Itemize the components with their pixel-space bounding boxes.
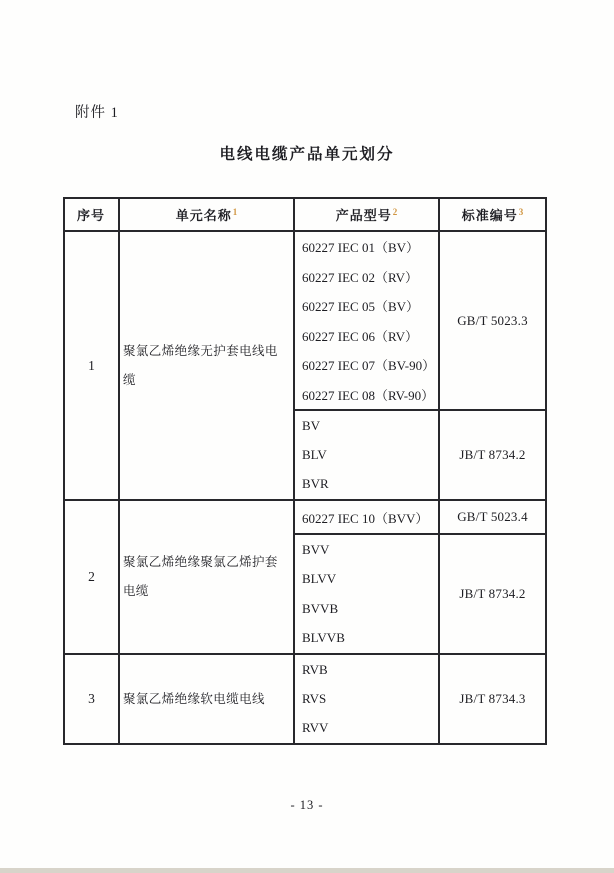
standard-number-cell: JB/T 8734.2 — [439, 534, 546, 654]
col-header-product-model-superscript: 2 — [392, 206, 398, 217]
product-model: BLVVB — [302, 630, 345, 646]
table-row — [64, 500, 546, 534]
product-models-cell — [294, 500, 439, 534]
standard-number-cell: GB/T 5023.4 — [439, 500, 546, 534]
product-model: RVB — [302, 661, 328, 677]
product-model: RVV — [302, 720, 329, 736]
product-model: BVR — [302, 476, 329, 492]
product-models-cell — [294, 534, 439, 654]
product-model-list — [295, 535, 438, 653]
table-row — [64, 654, 546, 744]
standard-number-cell: JB/T 8734.3 — [439, 654, 546, 744]
product-model: RVS — [302, 690, 327, 706]
standard-number-cell: GB/T 5023.3 — [439, 231, 546, 410]
unit-name-cell: 聚氯乙烯绝缘聚氯乙烯护套电缆 — [119, 500, 294, 654]
product-model-list — [295, 501, 438, 533]
product-model: BVV — [302, 541, 330, 557]
product-models-cell — [294, 231, 439, 410]
product-model: 60227 IEC 07（BV-90） — [302, 358, 436, 374]
page-number: - 13 - — [290, 798, 324, 812]
col-header-product-model-label: 产品型号 — [335, 208, 392, 223]
product-model: BV — [302, 417, 321, 433]
product-model: 60227 IEC 01（BV） — [302, 240, 420, 256]
product-model: 60227 IEC 06（RV） — [302, 328, 418, 344]
page-bottom-edge — [0, 868, 614, 873]
standard-number-cell: JB/T 8734.2 — [439, 410, 546, 500]
col-header-no — [64, 198, 119, 231]
product-model: 60227 IEC 10（BVV） — [302, 510, 429, 526]
product-model-list — [295, 655, 438, 743]
product-model: BLV — [302, 446, 327, 462]
product-model: 60227 IEC 08（RV-90） — [302, 387, 435, 403]
col-header-standard-no-superscript: 3 — [518, 206, 524, 217]
product-model-list — [295, 232, 438, 409]
row-no-cell: 1 — [64, 231, 119, 500]
col-header-no-label: 序号 — [76, 208, 105, 223]
page-title: 电线电缆产品单元划分 — [219, 146, 395, 163]
col-header-unit-name — [119, 198, 294, 231]
col-header-standard-no-label: 标准编号 — [461, 208, 518, 223]
product-model-list — [295, 411, 438, 499]
product-models-cell — [294, 654, 439, 744]
unit-name-cell: 聚氯乙烯绝缘无护套电线电缆 — [119, 231, 294, 500]
col-header-standard-no — [439, 198, 546, 231]
product-model: 60227 IEC 05（BV） — [302, 299, 420, 315]
col-header-product-model — [294, 198, 439, 231]
row-no-cell: 3 — [64, 654, 119, 744]
product-model: BLVV — [302, 571, 337, 587]
product-model: BVVB — [302, 600, 339, 616]
product-models-cell — [294, 410, 439, 500]
table — [63, 197, 547, 745]
table-header-row — [64, 198, 546, 231]
table-row — [64, 231, 546, 410]
product-model: 60227 IEC 02（RV） — [302, 269, 418, 285]
unit-name-cell: 聚氯乙烯绝缘软电缆电线 — [119, 654, 294, 744]
attachment-label: 附件 1 — [75, 105, 119, 121]
row-no-cell: 2 — [64, 500, 119, 654]
col-header-unit-name-superscript: 1 — [232, 206, 238, 217]
product-unit-table — [63, 197, 547, 745]
col-header-unit-name-label: 单元名称 — [175, 208, 232, 223]
